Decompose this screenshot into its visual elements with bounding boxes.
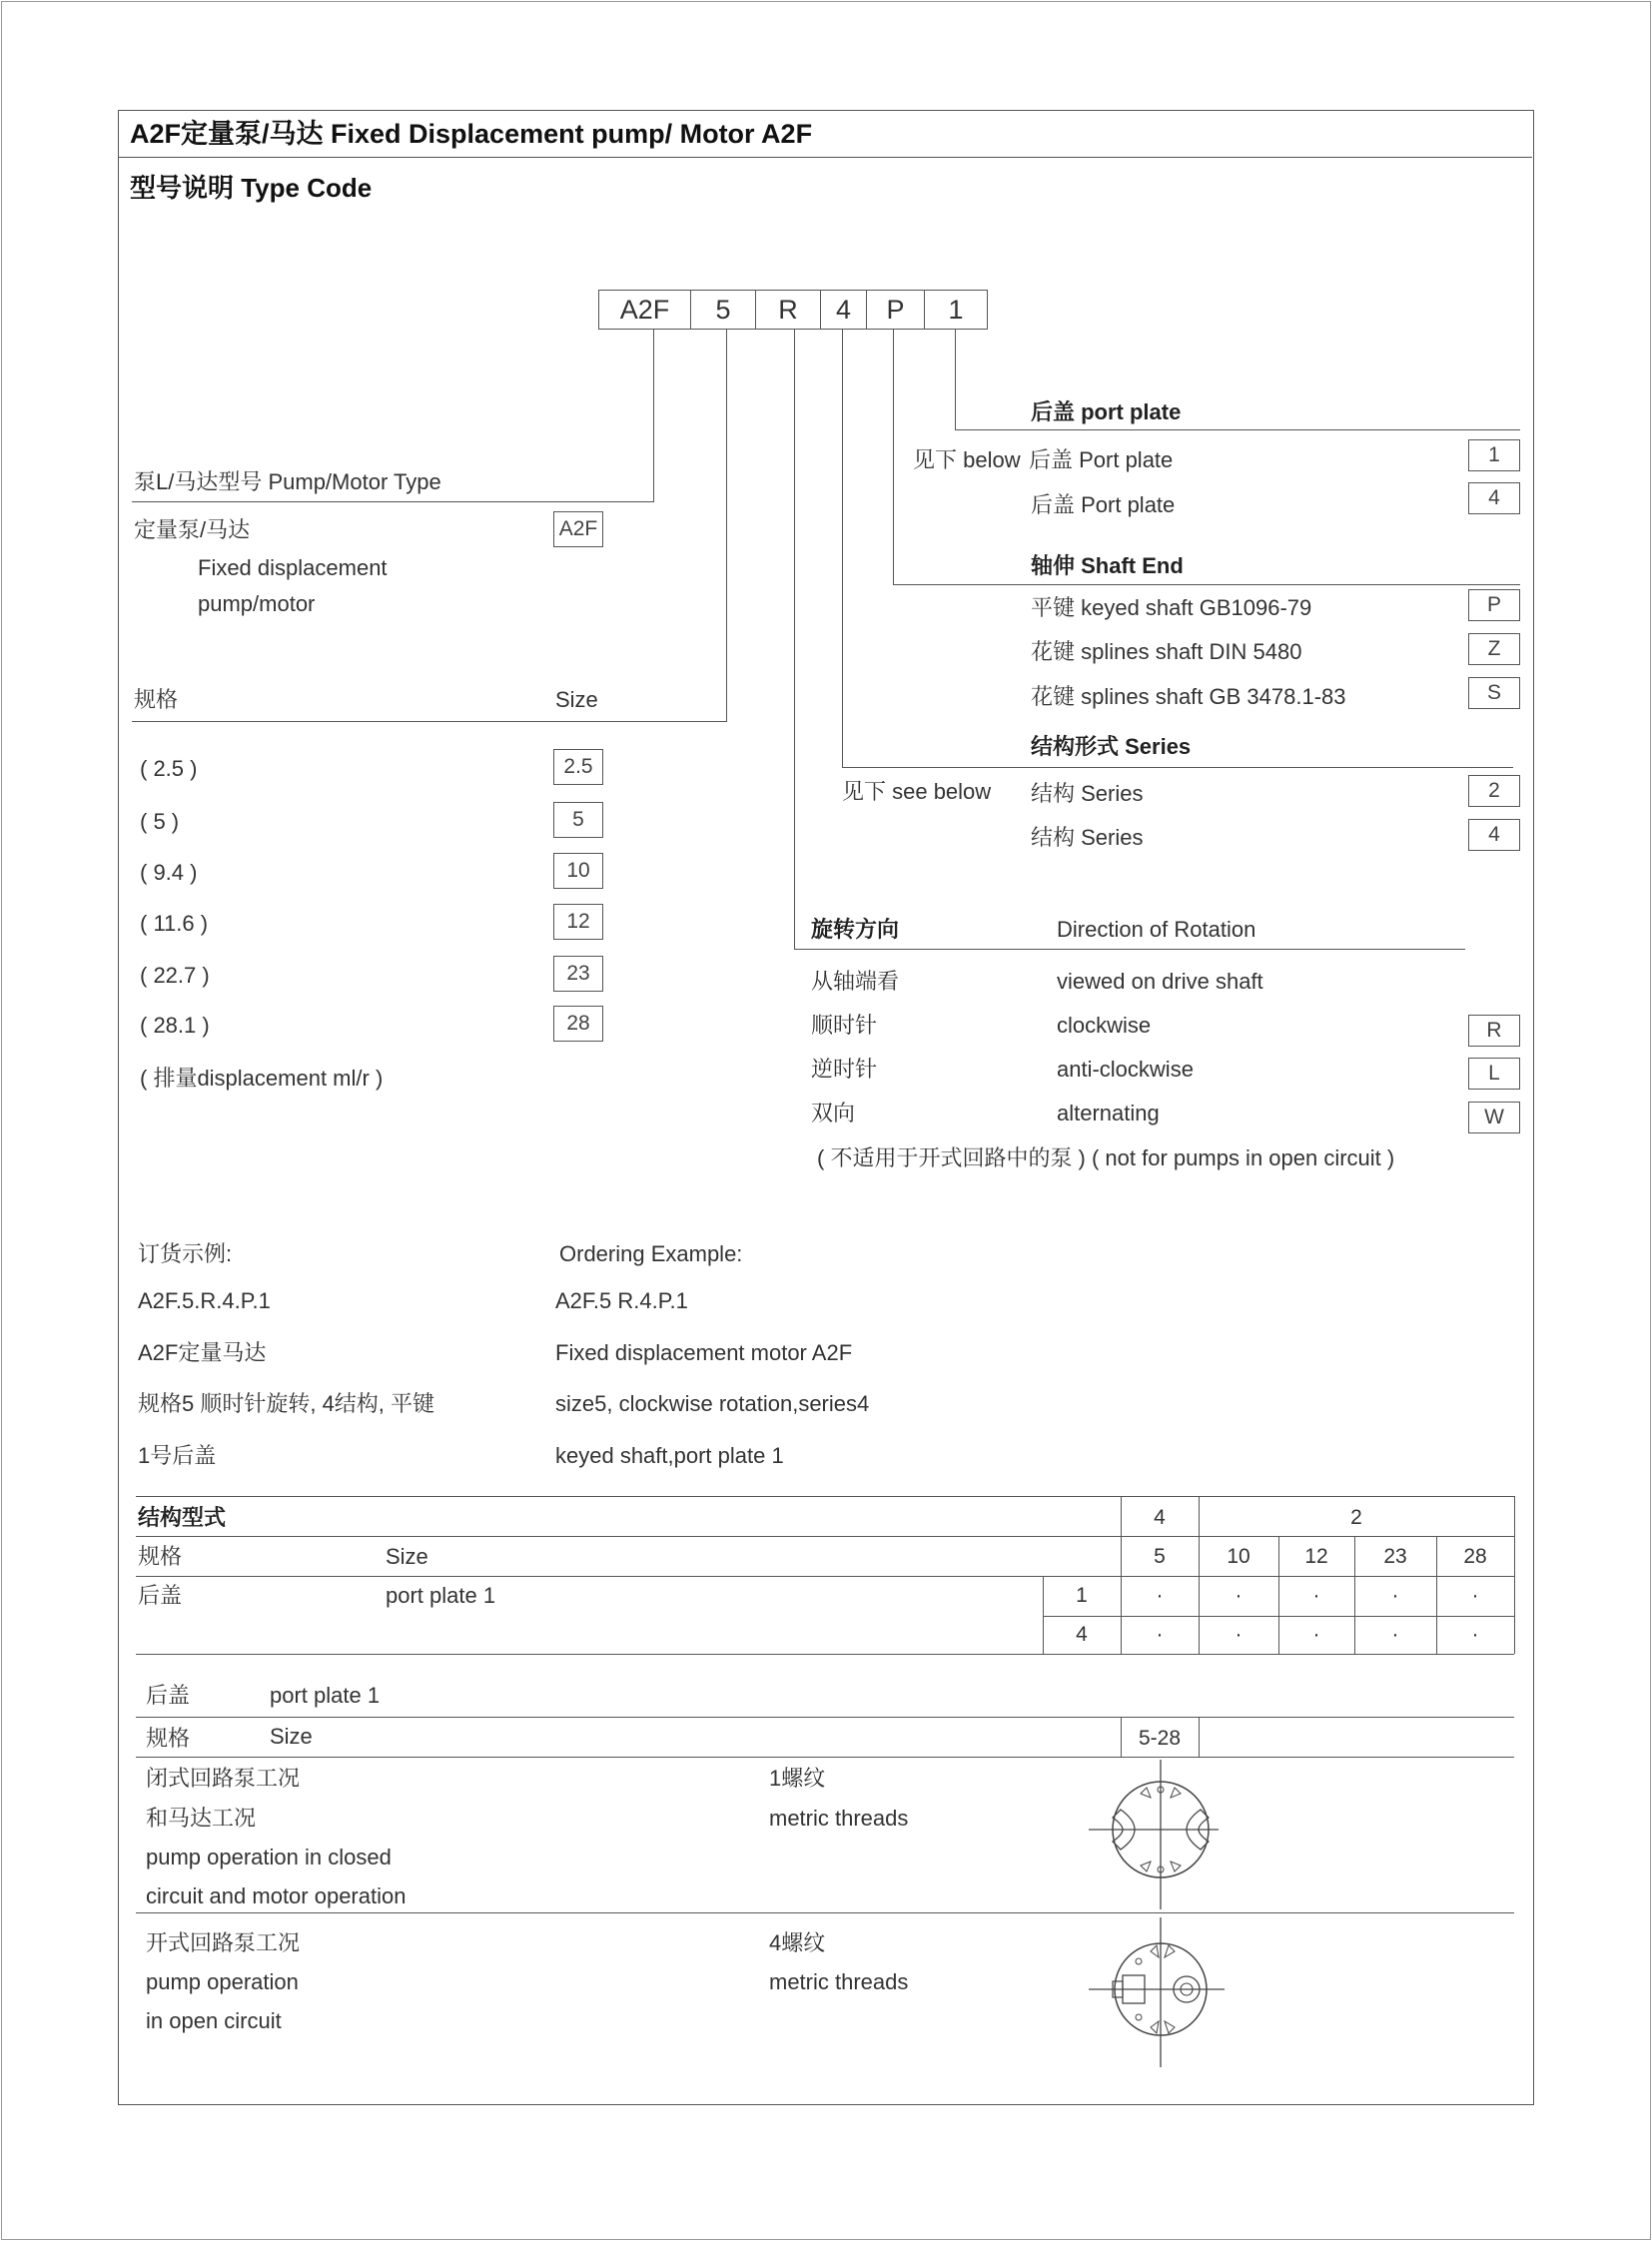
code-box-series: 4 bbox=[820, 290, 866, 330]
table2-size-range: 5-28 bbox=[1138, 1727, 1182, 1750]
availability-dot: · bbox=[1235, 1584, 1242, 1607]
size-label: ( 28.1 ) bbox=[140, 1013, 210, 1038]
ordering-en: keyed shaft,port plate 1 bbox=[555, 1443, 784, 1468]
table1-port-cn: 后盖 bbox=[138, 1583, 183, 1608]
shaft-end-code: P bbox=[1468, 589, 1520, 621]
section-subtitle: 型号说明 Type Code bbox=[130, 173, 373, 203]
shaft-end-code: Z bbox=[1468, 633, 1520, 665]
availability-dot: · bbox=[1391, 1623, 1399, 1646]
table2-port-cn: 后盖 bbox=[146, 1683, 191, 1708]
ordering-en: size5, clockwise rotation,series4 bbox=[555, 1391, 870, 1416]
leader-shaft-v bbox=[893, 330, 894, 584]
table2-row-en2: in open circuit bbox=[146, 2008, 282, 2033]
rotation-en: anti-clockwise bbox=[1057, 1057, 1194, 1082]
shaft-end-heading: 轴伸 Shaft End bbox=[1031, 553, 1184, 578]
availability-dot: · bbox=[1471, 1584, 1479, 1607]
size-code: 10 bbox=[553, 853, 603, 889]
table2-size-cn: 规格 bbox=[146, 1726, 191, 1751]
series-label: 结构 Series bbox=[1031, 825, 1144, 850]
rotation-code: L bbox=[1468, 1058, 1520, 1090]
series-heading: 结构形式 Series bbox=[1031, 734, 1192, 759]
table1-plate: 1 bbox=[1076, 1584, 1088, 1607]
table2-row-en1: pump operation in closed bbox=[146, 1845, 392, 1869]
port-plate-1-drawing bbox=[1089, 1760, 1229, 1909]
series-code: 4 bbox=[1468, 819, 1520, 851]
ordering-cn: 1号后盖 bbox=[138, 1443, 217, 1468]
leader-rotation-v bbox=[794, 330, 795, 949]
rotation-heading-en: Direction of Rotation bbox=[1057, 917, 1256, 942]
ordering-en: A2F.5 R.4.P.1 bbox=[555, 1288, 688, 1313]
size-heading-cn: 规格 bbox=[134, 687, 179, 712]
shaft-end-label: 花键 splines shaft GB 3478.1-83 bbox=[1031, 684, 1346, 709]
size-label: ( 9.4 ) bbox=[140, 860, 198, 885]
size-note: ( 排量displacement ml/r ) bbox=[140, 1066, 384, 1091]
size-code: 2.5 bbox=[553, 749, 603, 785]
port-plate-label: 后盖 Port plate bbox=[1031, 492, 1176, 517]
size-code: 23 bbox=[553, 956, 603, 992]
table1-size-value: 5 bbox=[1154, 1545, 1166, 1568]
table1-series-2: 2 bbox=[1350, 1506, 1362, 1529]
table2-row-cn2: 和马达工况 bbox=[146, 1806, 257, 1831]
availability-dot: · bbox=[1471, 1623, 1479, 1646]
port-plate-see-below: 见下 below bbox=[913, 447, 1021, 472]
pump-type-code: A2F bbox=[553, 511, 603, 547]
table2-row-en2: circuit and motor operation bbox=[146, 1883, 407, 1908]
rotation-en: clockwise bbox=[1057, 1013, 1152, 1038]
availability-dot: · bbox=[1156, 1584, 1164, 1607]
port-plate-label: 后盖 Port plate bbox=[1029, 447, 1174, 472]
table2-row-cn1: 开式回路泵工况 bbox=[146, 1930, 301, 1955]
leader-type-v bbox=[653, 330, 654, 501]
table1-plate: 4 bbox=[1076, 1623, 1088, 1646]
size-code: 12 bbox=[553, 904, 603, 940]
table1-size-value: 12 bbox=[1304, 1545, 1328, 1568]
table1-size-value: 10 bbox=[1227, 1545, 1250, 1568]
pump-type-en-1: Fixed displacement bbox=[198, 555, 388, 580]
table2-row-en1: pump operation bbox=[146, 1969, 299, 1994]
leader-port-h bbox=[955, 429, 1520, 430]
availability-dot: · bbox=[1156, 1623, 1164, 1646]
table1-size-en: Size bbox=[386, 1544, 428, 1569]
table2-thread-cn: 1螺纹 bbox=[769, 1766, 826, 1791]
leader-type-h bbox=[132, 501, 654, 502]
availability-dot: · bbox=[1235, 1623, 1242, 1646]
rotation-note: ( 不适用于开式回路中的泵 ) ( not for pumps in open circuit ) bbox=[817, 1145, 1395, 1170]
series-label: 结构 Series bbox=[1031, 781, 1144, 806]
table2-size-en: Size bbox=[270, 1724, 313, 1749]
leader-rotation-h bbox=[794, 949, 1465, 950]
availability-dot: · bbox=[1312, 1623, 1320, 1646]
table2-thread-en: metric threads bbox=[769, 1969, 909, 1994]
size-code: 5 bbox=[553, 802, 603, 838]
availability-dot: · bbox=[1391, 1584, 1399, 1607]
ordering-cn: A2F定量马达 bbox=[138, 1340, 267, 1365]
code-box-rotation: R bbox=[755, 290, 820, 330]
ordering-en: Fixed displacement motor A2F bbox=[555, 1340, 853, 1365]
table1-series-label: 结构型式 bbox=[138, 1505, 227, 1530]
rotation-heading-cn: 旋转方向 bbox=[811, 917, 900, 942]
ordering-heading-en: Ordering Example: bbox=[559, 1241, 743, 1266]
size-heading-en: Size bbox=[555, 687, 598, 712]
rotation-code: R bbox=[1468, 1015, 1520, 1047]
ordering-heading-cn: 订货示例: bbox=[138, 1241, 233, 1266]
ordering-cn: 规格5 顺时针旋转, 4结构, 平键 bbox=[138, 1391, 435, 1416]
port-plate-heading: 后盖 port plate bbox=[1031, 399, 1182, 424]
size-label: ( 5 ) bbox=[140, 809, 180, 834]
rotation-cn: 顺时针 bbox=[811, 1013, 878, 1038]
table2-row-cn1: 闭式回路泵工况 bbox=[146, 1766, 301, 1791]
port-plate-code: 4 bbox=[1468, 482, 1520, 514]
code-box-type: A2F bbox=[598, 290, 690, 330]
table2-thread-en: metric threads bbox=[769, 1806, 909, 1831]
table1-size-value: 28 bbox=[1463, 1545, 1487, 1568]
pump-type-en-2: pump/motor bbox=[198, 591, 316, 616]
leader-port-v bbox=[955, 330, 956, 429]
leader-size-h bbox=[132, 721, 727, 722]
port-plate-4-drawing bbox=[1089, 1917, 1229, 2067]
rotation-en: alternating bbox=[1057, 1101, 1160, 1125]
size-label: ( 22.7 ) bbox=[140, 963, 210, 988]
code-box-port-plate: 1 bbox=[924, 290, 988, 330]
leader-size-v bbox=[726, 330, 727, 721]
table2-thread-cn: 4螺纹 bbox=[769, 1930, 826, 1955]
leader-series-h bbox=[842, 767, 1513, 768]
table1-size-cn: 规格 bbox=[138, 1544, 183, 1569]
shaft-end-label: 花键 splines shaft DIN 5480 bbox=[1031, 639, 1302, 664]
pump-type-heading: 泵L/马达型号 Pump/Motor Type bbox=[134, 469, 441, 494]
leader-shaft-h bbox=[893, 584, 1520, 585]
table1-series-4: 4 bbox=[1154, 1506, 1166, 1529]
series-code: 2 bbox=[1468, 775, 1520, 807]
rotation-cn: 从轴端看 bbox=[811, 969, 900, 994]
table1-size-value: 23 bbox=[1383, 1545, 1407, 1568]
ordering-cn: A2F.5.R.4.P.1 bbox=[138, 1288, 271, 1313]
code-box-shaft: P bbox=[866, 290, 924, 330]
pump-type-cn: 定量泵/马达 bbox=[134, 517, 251, 542]
rotation-code: W bbox=[1468, 1102, 1520, 1133]
code-box-size: 5 bbox=[690, 290, 755, 330]
size-code: 28 bbox=[553, 1006, 603, 1042]
page-title: A2F定量泵/马达 Fixed Displacement pump/ Motor A2F bbox=[130, 119, 813, 149]
table2-port-en: port plate 1 bbox=[270, 1683, 381, 1708]
series-see-below: 见下 see below bbox=[842, 779, 992, 804]
leader-series-v bbox=[842, 330, 843, 767]
title-divider bbox=[118, 157, 1532, 158]
rotation-cn: 逆时针 bbox=[811, 1057, 878, 1082]
rotation-cn: 双向 bbox=[811, 1101, 856, 1125]
rotation-en: viewed on drive shaft bbox=[1057, 969, 1263, 994]
port-plate-code: 1 bbox=[1468, 439, 1520, 471]
shaft-end-label: 平键 keyed shaft GB1096-79 bbox=[1031, 595, 1312, 620]
size-label: ( 2.5 ) bbox=[140, 756, 198, 781]
size-label: ( 11.6 ) bbox=[140, 911, 209, 936]
table1-port-en: port plate 1 bbox=[386, 1583, 496, 1608]
availability-dot: · bbox=[1312, 1584, 1320, 1607]
shaft-end-code: S bbox=[1468, 677, 1520, 709]
